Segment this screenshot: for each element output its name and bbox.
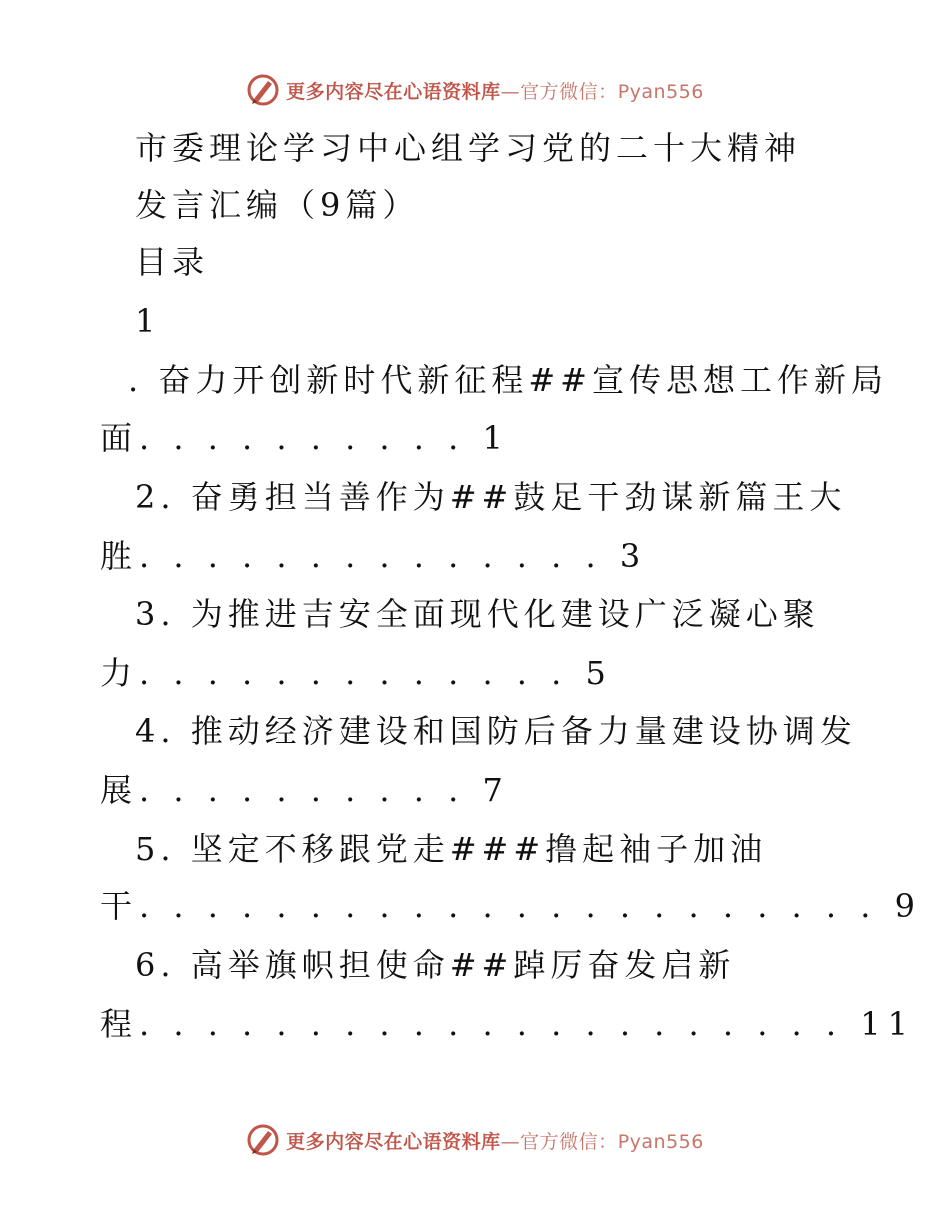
toc-item-2-page[interactable]: 胜. . . . . . . . . . . . . . 3 [100, 537, 648, 575]
pen-logo-icon [246, 73, 280, 107]
pen-logo-icon [246, 1123, 280, 1157]
toc-item-1-page[interactable]: 面. . . . . . . . . . 1 [100, 419, 510, 457]
toc-item-3-title[interactable]: 3. 为推进吉安全面现代化建设广泛凝心聚 [135, 595, 820, 633]
toc-item-5-page[interactable]: 干. . . . . . . . . . . . . . . . . . . . . . 9 [100, 887, 922, 925]
header-watermark [0, 70, 950, 110]
toc-item-2-title[interactable]: 2. 奋勇担当善作为##鼓足干劲谋新篇王大 [135, 478, 847, 516]
watermark-text: 更多内容尽在心语资料库—官方微信：Pyan556 [286, 1130, 704, 1153]
toc-item-5-title[interactable]: 5. 坚定不移跟党走###撸起袖子加油 [135, 830, 768, 868]
document-title-line-2: 发言汇编（9篇） [135, 186, 420, 224]
toc-heading: 目录 [135, 243, 210, 281]
toc-item-4-page[interactable]: 展. . . . . . . . . . 7 [100, 771, 510, 809]
footer-watermark [0, 1120, 950, 1160]
toc-item-4-title[interactable]: 4. 推动经济建设和国防后备力量建设协调发 [135, 712, 857, 750]
toc-item-6-title[interactable]: 6. 高举旗帜担使命##踔厉奋发启新 [135, 946, 736, 984]
toc-item-6-page[interactable]: 程. . . . . . . . . . . . . . . . . . . . . 11 [100, 1005, 915, 1043]
watermark-text: 更多内容尽在心语资料库—官方微信：Pyan556 [286, 80, 704, 103]
toc-item-3-page[interactable]: 力. . . . . . . . . . . . . 5 [100, 654, 613, 692]
document-title-line-1: 市委理论学习中心组学习党的二十大精神 [135, 129, 802, 167]
toc-item-1-title[interactable]: . 奋力开创新时代新征程##宣传思想工作新局 [128, 361, 888, 399]
toc-first-number: 1 [135, 302, 161, 340]
